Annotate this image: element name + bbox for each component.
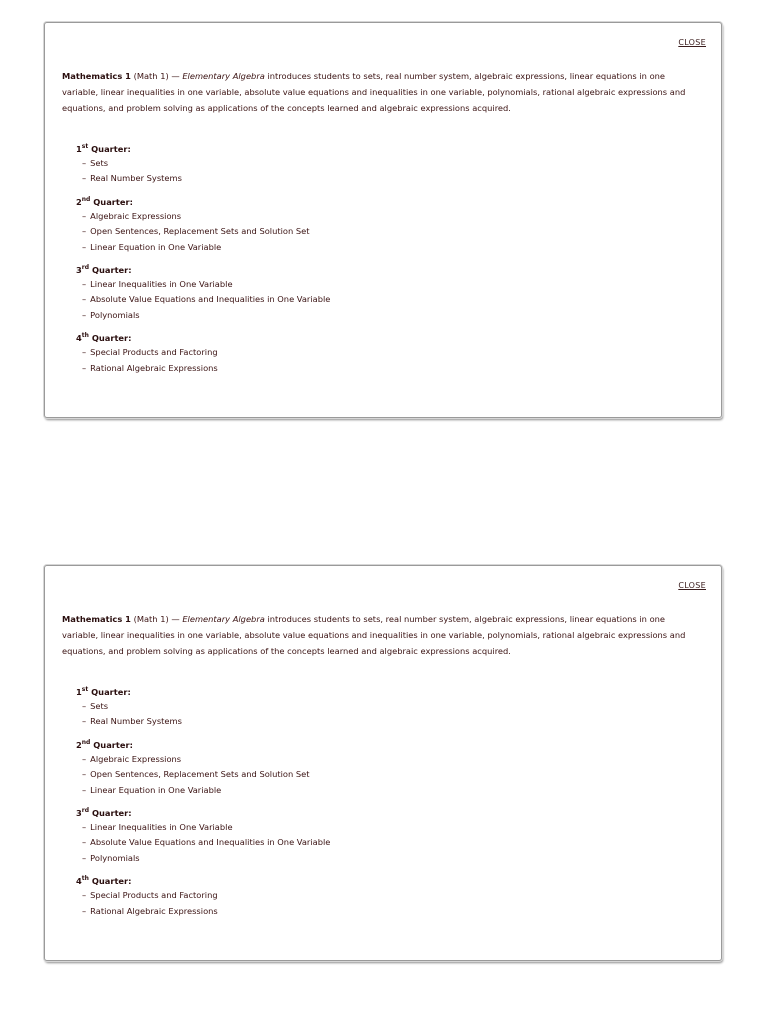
- quarter-block: [76, 806, 330, 866]
- close-button[interactable]: CLOSE: [678, 38, 706, 47]
- topic-list: [76, 820, 330, 866]
- course-name: Mathematics 1: [62, 71, 131, 81]
- course-subject: Elementary Algebra: [182, 614, 265, 624]
- quarter-block: [76, 331, 330, 376]
- topic-list: [76, 209, 330, 255]
- quarter-heading: 4th Quarter:: [76, 875, 132, 887]
- course-description-panel: [44, 22, 722, 418]
- course-code: (Math 1) —: [133, 614, 180, 624]
- course-description: [62, 611, 702, 659]
- close-button[interactable]: CLOSE: [678, 581, 706, 590]
- course-subject: Elementary Algebra: [182, 71, 265, 81]
- quarter-block: [76, 195, 330, 255]
- quarter-block: [76, 738, 330, 798]
- course-description-text: introduces students to sets, real number system, algebraic expressions, linear equations in one variable, linear inequalities in one variable, absolute value equations and inequalities in one variable, polynomials, rational algebraic expressions and equations, and problem solving as applications of the concepts learned and algebraic expressions acquired.: [62, 71, 686, 113]
- topic-list: [76, 888, 330, 919]
- quarter-heading: 3rd Quarter:: [76, 264, 132, 276]
- topic-list: [76, 699, 330, 730]
- list-item: – Real Number Systems: [82, 173, 182, 184]
- quarter-block: [76, 874, 330, 919]
- topic-list: [76, 752, 330, 798]
- topic-list: [76, 156, 330, 187]
- topic-list: [76, 345, 330, 376]
- list-item: – Polynomials: [82, 309, 140, 320]
- list-item: – Rational Algebraic Expressions: [82, 905, 218, 916]
- course-description-text: introduces students to sets, real number system, algebraic expressions, linear equations in one variable, linear inequalities in one variable, absolute value equations and inequalities in one variable, polynomials, rational algebraic expressions and equations, and problem solving as applications of the concepts learned and algebraic expressions acquired.: [62, 614, 686, 656]
- list-item: – Open Sentences, Replacement Sets and Solution Set: [82, 769, 310, 780]
- list-item: – Linear Equation in One Variable: [82, 784, 222, 795]
- course-code: (Math 1) —: [133, 71, 180, 81]
- quarter-list: [76, 142, 330, 384]
- quarter-list: [76, 685, 330, 927]
- list-item: – Algebraic Expressions: [82, 753, 182, 764]
- list-item: – Linear Inequalities in One Variable: [82, 822, 233, 833]
- list-item: – Polynomials: [82, 852, 140, 863]
- quarter-block: [76, 263, 330, 323]
- list-item: – Sets: [82, 701, 109, 711]
- quarter-heading: 2nd Quarter:: [76, 195, 133, 207]
- list-item: – Linear Equation in One Variable: [82, 241, 222, 252]
- list-item: – Special Products and Factoring: [82, 890, 218, 901]
- list-item: – Linear Inequalities in One Variable: [82, 279, 233, 290]
- topic-list: [76, 277, 330, 323]
- quarter-heading: 4th Quarter:: [76, 332, 132, 344]
- quarter-block: [76, 685, 330, 730]
- list-item: – Algebraic Expressions: [82, 210, 182, 221]
- list-item: – Real Number Systems: [82, 716, 182, 727]
- list-item: – Special Products and Factoring: [82, 347, 218, 358]
- course-description-panel: [44, 565, 722, 961]
- list-item: – Open Sentences, Replacement Sets and Solution Set: [82, 226, 310, 237]
- quarter-block: [76, 142, 330, 187]
- list-item: – Absolute Value Equations and Inequalities in One Variable: [82, 294, 331, 305]
- list-item: – Sets: [82, 158, 109, 168]
- course-name: Mathematics 1: [62, 614, 131, 624]
- quarter-heading: 1st Quarter:: [76, 143, 131, 154]
- quarter-heading: 2nd Quarter:: [76, 738, 133, 750]
- list-item: – Rational Algebraic Expressions: [82, 362, 218, 373]
- list-item: – Absolute Value Equations and Inequalities in One Variable: [82, 837, 331, 848]
- quarter-heading: 3rd Quarter:: [76, 807, 132, 819]
- course-description: [62, 68, 702, 116]
- quarter-heading: 1st Quarter:: [76, 686, 131, 697]
